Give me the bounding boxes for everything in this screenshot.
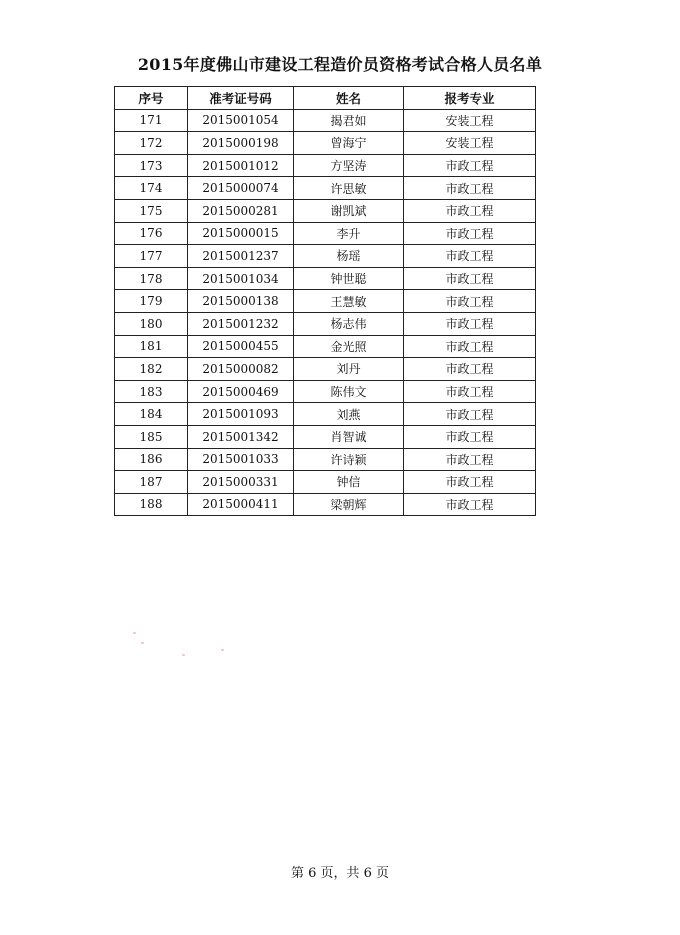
cell-seq: 182 [115,358,188,381]
cell-exam-id: 2015001034 [188,267,294,290]
cell-exam-id: 2015001093 [188,403,294,426]
table-body [115,109,536,516]
cell-name: 王慧敏 [294,290,404,313]
table-row [115,199,536,222]
cell-major: 市政工程 [404,403,536,426]
cell-major: 市政工程 [404,448,536,471]
candidate-table [114,86,536,516]
cell-exam-id: 2015000198 [188,132,294,155]
table-row [115,471,536,494]
cell-major: 市政工程 [404,267,536,290]
cell-seq: 183 [115,380,188,403]
cell-seq: 188 [115,493,188,516]
cell-name: 许思敏 [294,177,404,200]
cell-name: 杨瑶 [294,245,404,268]
cell-major: 市政工程 [404,425,536,448]
cell-exam-id: 2015001012 [188,154,294,177]
cell-major: 市政工程 [404,312,536,335]
cell-seq: 176 [115,222,188,245]
cell-exam-id: 2015000411 [188,493,294,516]
cell-name: 谢凯斌 [294,199,404,222]
cell-seq: 177 [115,245,188,268]
scan-speck [133,632,136,634]
table-row [115,154,536,177]
cell-major: 市政工程 [404,154,536,177]
cell-exam-id: 2015001054 [188,109,294,132]
cell-seq: 179 [115,290,188,313]
table-row [115,177,536,200]
page-title: 2015年度佛山市建设工程造价员资格考试合格人员名单 [137,55,543,74]
cell-seq: 186 [115,448,188,471]
cell-major: 市政工程 [404,222,536,245]
cell-major: 市政工程 [404,245,536,268]
table-row [115,448,536,471]
table-row [115,312,536,335]
cell-seq: 178 [115,267,188,290]
scan-speck [141,642,144,644]
cell-name: 曾海宁 [294,132,404,155]
cell-name: 金光照 [294,335,404,358]
cell-exam-id: 2015000138 [188,290,294,313]
table-row [115,493,536,516]
cell-major: 市政工程 [404,335,536,358]
column-header-name: 姓名 [294,87,404,110]
table-row [115,109,536,132]
cell-major: 市政工程 [404,199,536,222]
table-row [115,132,536,155]
scan-speck [182,654,185,656]
cell-seq: 172 [115,132,188,155]
cell-name: 刘丹 [294,358,404,381]
cell-name: 许诗颖 [294,448,404,471]
cell-seq: 187 [115,471,188,494]
cell-major: 安装工程 [404,132,536,155]
cell-exam-id: 2015001342 [188,425,294,448]
cell-seq: 171 [115,109,188,132]
cell-major: 市政工程 [404,290,536,313]
cell-major: 市政工程 [404,358,536,381]
cell-name: 钟信 [294,471,404,494]
cell-seq: 173 [115,154,188,177]
cell-name: 陈伟文 [294,380,404,403]
table-row [115,245,536,268]
cell-seq: 181 [115,335,188,358]
table-header-row [115,87,536,110]
cell-major: 市政工程 [404,177,536,200]
cell-name: 刘燕 [294,403,404,426]
cell-exam-id: 2015000074 [188,177,294,200]
cell-exam-id: 2015001232 [188,312,294,335]
cell-major: 市政工程 [404,380,536,403]
cell-seq: 185 [115,425,188,448]
column-header-major: 报考专业 [404,87,536,110]
table-row [115,222,536,245]
table-row [115,403,536,426]
cell-exam-id: 2015000015 [188,222,294,245]
table-row [115,358,536,381]
cell-exam-id: 2015000455 [188,335,294,358]
cell-exam-id: 2015000469 [188,380,294,403]
column-header-exam-id: 准考证号码 [188,87,294,110]
cell-seq: 180 [115,312,188,335]
cell-major: 安装工程 [404,109,536,132]
table-row [115,425,536,448]
cell-exam-id: 2015001237 [188,245,294,268]
cell-name: 钟世聪 [294,267,404,290]
cell-major: 市政工程 [404,493,536,516]
cell-exam-id: 2015000281 [188,199,294,222]
cell-name: 杨志伟 [294,312,404,335]
page-footer: 第 6 页，共 6 页 [290,866,390,881]
cell-exam-id: 2015000082 [188,358,294,381]
cell-name: 肖智诚 [294,425,404,448]
cell-name: 揭君如 [294,109,404,132]
table-row [115,267,536,290]
table-row [115,380,536,403]
cell-name: 李升 [294,222,404,245]
cell-exam-id: 2015001033 [188,448,294,471]
table-row [115,290,536,313]
column-header-seq: 序号 [115,87,188,110]
cell-seq: 174 [115,177,188,200]
scan-speck [221,649,224,651]
cell-name: 方坚涛 [294,154,404,177]
cell-seq: 175 [115,199,188,222]
table-row [115,335,536,358]
cell-major: 市政工程 [404,471,536,494]
cell-name: 梁朝辉 [294,493,404,516]
cell-exam-id: 2015000331 [188,471,294,494]
cell-seq: 184 [115,403,188,426]
